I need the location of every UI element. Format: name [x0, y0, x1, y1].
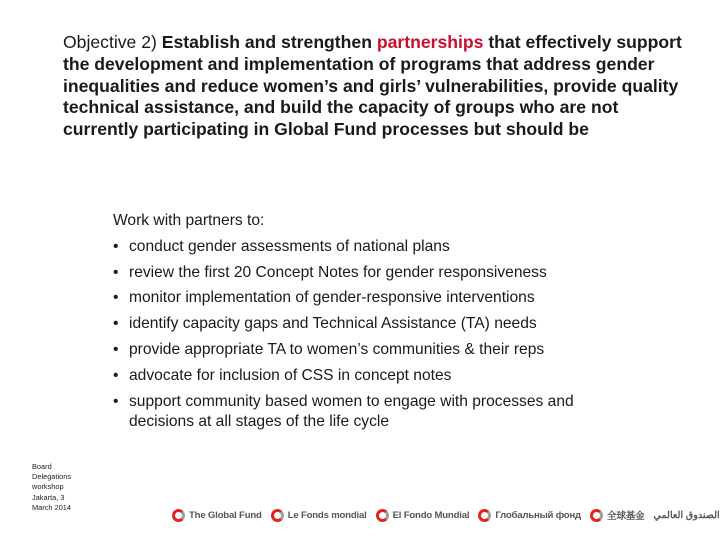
- footer-event-note: [32, 462, 102, 513]
- list-item: • review the first 20 Concept Notes for gender responsiveness: [113, 260, 673, 286]
- global-fund-swirl-icon: [172, 509, 185, 522]
- bullet-icon: •: [113, 366, 119, 384]
- objective-text-part-1: Establish and strengthen: [161, 32, 372, 52]
- logo-spanish: El Fondo Mundial: [376, 509, 470, 522]
- bullet-icon: •: [113, 392, 119, 410]
- global-fund-logo-strip: [172, 503, 720, 527]
- work-with-partners-section: [113, 208, 673, 433]
- list-item: • advocate for inclusion of CSS in concept notes: [113, 363, 673, 389]
- objective-heading: [63, 32, 693, 141]
- list-item: • monitor implementation of gender-responsive interventions: [113, 285, 673, 311]
- bullet-icon: •: [113, 263, 119, 281]
- footer-note-line: Delegations: [32, 472, 72, 482]
- bullet-icon: •: [113, 237, 119, 255]
- bullet-icon: •: [113, 289, 119, 307]
- footer-note-line: March 2014: [32, 502, 72, 512]
- objective-number: Objective 2): [63, 32, 157, 52]
- footer-note-line: workshop: [32, 482, 64, 492]
- list-item-continuation: decisions at all stages of the life cycle: [129, 413, 390, 431]
- logo-arabic: الصندوق العالمي: [653, 509, 720, 521]
- logo-english: The Global Fund: [172, 509, 262, 522]
- bullet-icon: •: [113, 315, 119, 333]
- global-fund-swirl-icon: [478, 509, 491, 522]
- logo-chinese: 全球基金: [590, 508, 645, 522]
- global-fund-swirl-icon: [271, 509, 284, 522]
- list-item: • provide appropriate TA to women’s communities & their reps: [113, 337, 673, 363]
- work-list: [113, 234, 673, 434]
- bullet-icon: •: [113, 340, 119, 358]
- objective-highlight: partnerships: [376, 32, 484, 52]
- footer-note-line: Board: [32, 462, 52, 471]
- footer-note-line: Jakarta, 3: [32, 492, 65, 502]
- global-fund-swirl-icon: [590, 509, 603, 522]
- list-item: • support community based women to engage with processes and decisions at all stages of the life cycle: [113, 389, 673, 434]
- logo-russian: Глобальный фонд: [478, 509, 581, 522]
- work-intro: Work with partners to:: [113, 212, 265, 229]
- objective-text-part-2: that effectively support the development and implementation of programs that address gender inequalities and reduce women’s and girls’ vulnerabilities, provide quality technical assistance, and build the capacity of groups who are not currently participating in Global Fund processes but should be: [63, 32, 682, 140]
- list-item: • identify capacity gaps and Technical Assistance (TA) needs: [113, 311, 673, 337]
- logo-french: Le Fonds mondial: [271, 509, 367, 522]
- global-fund-swirl-icon: [376, 509, 389, 522]
- list-item: • conduct gender assessments of national plans: [113, 234, 673, 260]
